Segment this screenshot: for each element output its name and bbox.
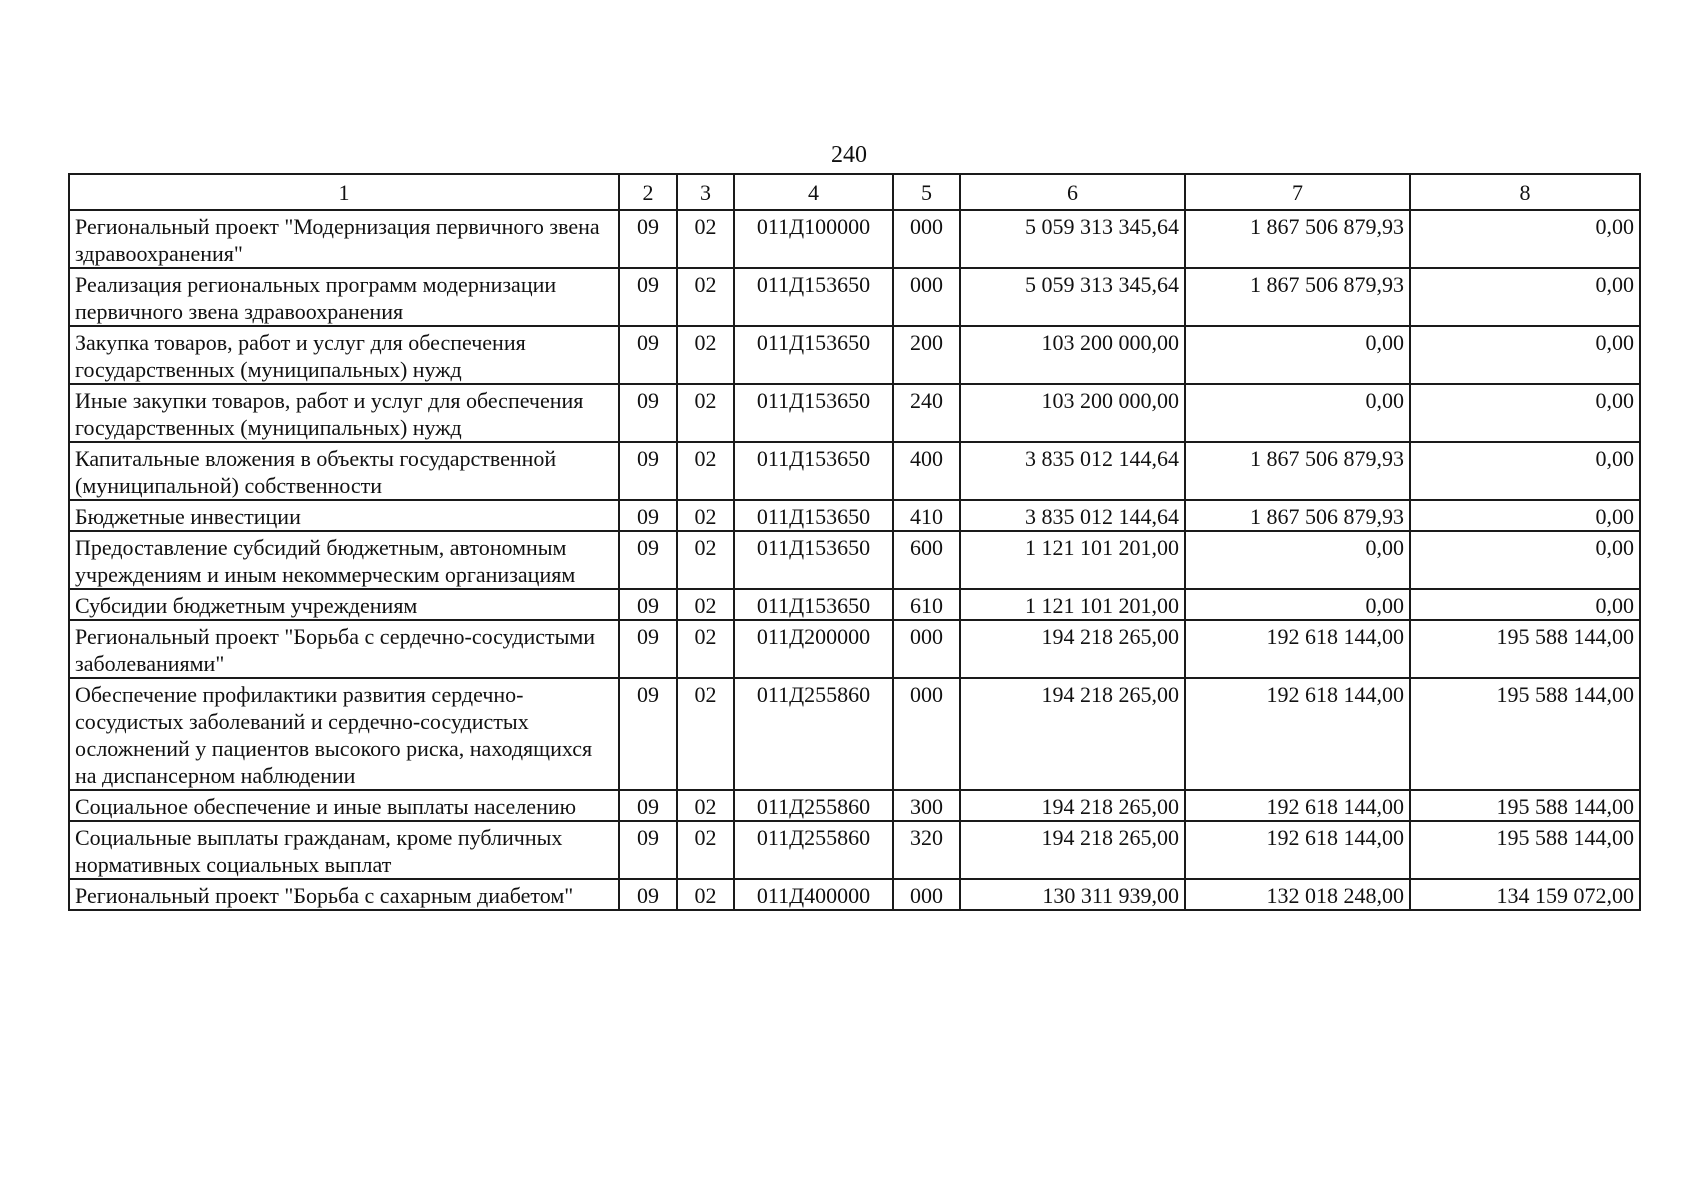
amount-cell: 0,00 (1410, 531, 1640, 589)
amount-cell: 194 218 265,00 (960, 790, 1185, 821)
table-row (69, 821, 1640, 879)
target-code: 011Д153650 (734, 326, 893, 384)
amount-cell: 192 618 144,00 (1185, 821, 1410, 879)
column-header: 3 (677, 174, 734, 210)
section-code: 09 (619, 589, 677, 620)
target-code: 011Д255860 (734, 790, 893, 821)
amount-cell: 0,00 (1410, 326, 1640, 384)
amount-cell: 132 018 248,00 (1185, 879, 1410, 910)
amount-cell: 1 867 506 879,93 (1185, 500, 1410, 531)
expense-type-code: 240 (893, 384, 960, 442)
subsection-code: 02 (677, 384, 734, 442)
expense-type-code: 320 (893, 821, 960, 879)
section-code: 09 (619, 790, 677, 821)
target-code: 011Д400000 (734, 879, 893, 910)
amount-cell: 0,00 (1410, 210, 1640, 268)
section-code: 09 (619, 879, 677, 910)
amount-cell: 3 835 012 144,64 (960, 442, 1185, 500)
amount-cell: 103 200 000,00 (960, 326, 1185, 384)
table-row (69, 790, 1640, 821)
expense-name: Закупка товаров, работ и услуг для обеспечения государственных (муниципальных) нужд (69, 326, 619, 384)
expense-type-code: 200 (893, 326, 960, 384)
table-header-row (69, 174, 1640, 210)
amount-cell: 1 867 506 879,93 (1185, 268, 1410, 326)
amount-cell: 3 835 012 144,64 (960, 500, 1185, 531)
expense-type-code: 610 (893, 589, 960, 620)
section-code: 09 (619, 268, 677, 326)
expense-type-code: 000 (893, 879, 960, 910)
subsection-code: 02 (677, 442, 734, 500)
target-code: 011Д153650 (734, 589, 893, 620)
amount-cell: 194 218 265,00 (960, 620, 1185, 678)
target-code: 011Д200000 (734, 620, 893, 678)
column-header: 5 (893, 174, 960, 210)
expense-name: Бюджетные инвестиции (69, 500, 619, 531)
subsection-code: 02 (677, 821, 734, 879)
subsection-code: 02 (677, 790, 734, 821)
amount-cell: 194 218 265,00 (960, 678, 1185, 790)
amount-cell: 192 618 144,00 (1185, 620, 1410, 678)
subsection-code: 02 (677, 620, 734, 678)
amount-cell: 130 311 939,00 (960, 879, 1185, 910)
section-code: 09 (619, 210, 677, 268)
page-number: 240 (831, 142, 867, 168)
expense-type-code: 000 (893, 210, 960, 268)
column-header: 1 (69, 174, 619, 210)
section-code: 09 (619, 821, 677, 879)
subsection-code: 02 (677, 589, 734, 620)
expense-name: Социальные выплаты гражданам, кроме публичных нормативных социальных выплат (69, 821, 619, 879)
expense-type-code: 410 (893, 500, 960, 531)
budget-table (68, 173, 1641, 911)
subsection-code: 02 (677, 500, 734, 531)
column-header: 2 (619, 174, 677, 210)
amount-cell: 195 588 144,00 (1410, 620, 1640, 678)
column-header: 4 (734, 174, 893, 210)
expense-name: Предоставление субсидий бюджетным, автономным учреждениям и иным некоммерческим организациям (69, 531, 619, 589)
expense-type-code: 000 (893, 620, 960, 678)
amount-cell: 195 588 144,00 (1410, 790, 1640, 821)
amount-cell: 0,00 (1410, 500, 1640, 531)
amount-cell: 194 218 265,00 (960, 821, 1185, 879)
target-code: 011Д153650 (734, 384, 893, 442)
expense-name: Реализация региональных программ модернизации первичного звена здравоохранения (69, 268, 619, 326)
subsection-code: 02 (677, 326, 734, 384)
amount-cell: 5 059 313 345,64 (960, 210, 1185, 268)
table-row (69, 210, 1640, 268)
column-header: 6 (960, 174, 1185, 210)
amount-cell: 1 121 101 201,00 (960, 589, 1185, 620)
subsection-code: 02 (677, 268, 734, 326)
section-code: 09 (619, 531, 677, 589)
table-row (69, 678, 1640, 790)
table-row (69, 442, 1640, 500)
amount-cell: 0,00 (1410, 384, 1640, 442)
amount-cell: 0,00 (1410, 589, 1640, 620)
target-code: 011Д153650 (734, 500, 893, 531)
amount-cell: 0,00 (1410, 442, 1640, 500)
expense-type-code: 400 (893, 442, 960, 500)
amount-cell: 0,00 (1185, 531, 1410, 589)
expense-type-code: 000 (893, 268, 960, 326)
amount-cell: 1 121 101 201,00 (960, 531, 1185, 589)
amount-cell: 1 867 506 879,93 (1185, 442, 1410, 500)
amount-cell: 0,00 (1185, 326, 1410, 384)
table-row (69, 268, 1640, 326)
table-row (69, 589, 1640, 620)
amount-cell: 195 588 144,00 (1410, 821, 1640, 879)
section-code: 09 (619, 500, 677, 531)
column-header: 7 (1185, 174, 1410, 210)
table-row (69, 879, 1640, 910)
expense-name: Иные закупки товаров, работ и услуг для обеспечения государственных (муниципальных) нужд (69, 384, 619, 442)
section-code: 09 (619, 326, 677, 384)
expense-type-code: 000 (893, 678, 960, 790)
expense-name: Региональный проект "Борьба с сахарным диабетом" (69, 879, 619, 910)
subsection-code: 02 (677, 531, 734, 589)
expense-type-code: 300 (893, 790, 960, 821)
amount-cell: 0,00 (1410, 268, 1640, 326)
section-code: 09 (619, 384, 677, 442)
target-code: 011Д153650 (734, 442, 893, 500)
expense-type-code: 600 (893, 531, 960, 589)
table-row (69, 531, 1640, 589)
subsection-code: 02 (677, 879, 734, 910)
section-code: 09 (619, 442, 677, 500)
target-code: 011Д153650 (734, 531, 893, 589)
target-code: 011Д255860 (734, 678, 893, 790)
column-header: 8 (1410, 174, 1640, 210)
expense-name: Региональный проект "Модернизация первичного звена здравоохранения" (69, 210, 619, 268)
target-code: 011Д100000 (734, 210, 893, 268)
section-code: 09 (619, 620, 677, 678)
expense-name: Региональный проект "Борьба с сердечно-сосудистыми заболеваниями" (69, 620, 619, 678)
subsection-code: 02 (677, 678, 734, 790)
amount-cell: 0,00 (1185, 384, 1410, 442)
amount-cell: 195 588 144,00 (1410, 678, 1640, 790)
expense-name: Социальное обеспечение и иные выплаты населению (69, 790, 619, 821)
expense-name: Субсидии бюджетным учреждениям (69, 589, 619, 620)
amount-cell: 5 059 313 345,64 (960, 268, 1185, 326)
table-row (69, 384, 1640, 442)
expense-name: Обеспечение профилактики развития сердечно-сосудистых заболеваний и сердечно-сосудистых осложнений у пациентов высокого риска, находящихся на диспансерном наблюдении (69, 678, 619, 790)
amount-cell: 1 867 506 879,93 (1185, 210, 1410, 268)
subsection-code: 02 (677, 210, 734, 268)
amount-cell: 192 618 144,00 (1185, 678, 1410, 790)
amount-cell: 103 200 000,00 (960, 384, 1185, 442)
expense-name: Капитальные вложения в объекты государственной (муниципальной) собственности (69, 442, 619, 500)
amount-cell: 192 618 144,00 (1185, 790, 1410, 821)
table-row (69, 620, 1640, 678)
amount-cell: 134 159 072,00 (1410, 879, 1640, 910)
section-code: 09 (619, 678, 677, 790)
table-row (69, 500, 1640, 531)
amount-cell: 0,00 (1185, 589, 1410, 620)
target-code: 011Д255860 (734, 821, 893, 879)
table-row (69, 326, 1640, 384)
target-code: 011Д153650 (734, 268, 893, 326)
